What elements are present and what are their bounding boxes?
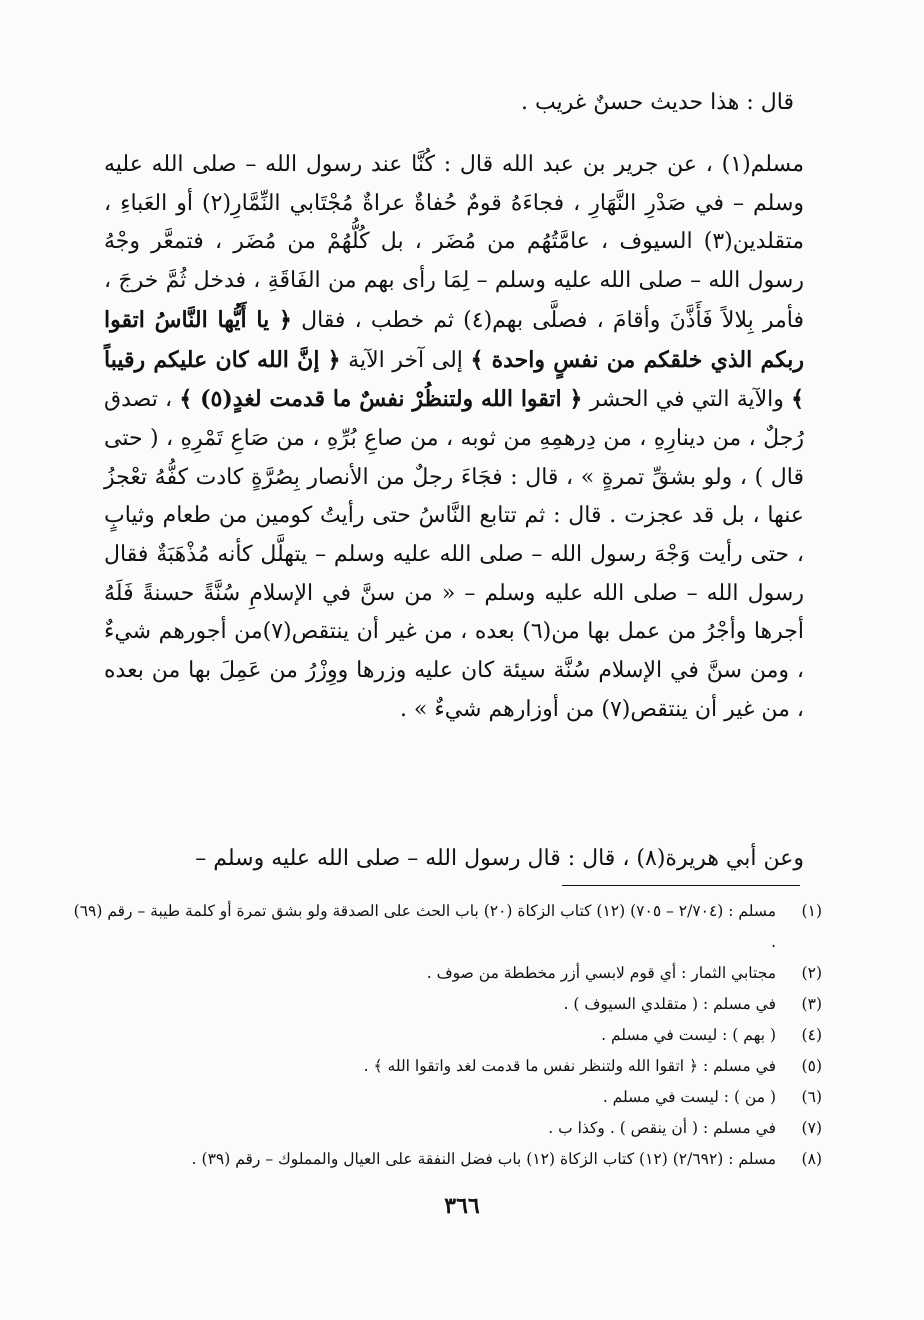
footnote-8 xyxy=(70,1144,822,1175)
footnote-divider xyxy=(562,885,800,886)
footnotes xyxy=(70,896,822,1175)
footnote-text: في مسلم : ( أن ينقص ) . وكذا ب . xyxy=(548,1119,776,1137)
footnote-number: (٧) xyxy=(801,1119,822,1137)
quran-verse-2: ﴿ إنَّ الله كان عليكم رقيباً ﴾ xyxy=(104,346,805,413)
hadith-text-part-3: والآية التي في الحشر xyxy=(582,387,792,413)
hadith-paragraph xyxy=(104,146,804,730)
footnote-2 xyxy=(70,958,822,989)
quran-verse-3: ﴿ اتقوا الله ولتنظُرْ نفسٌ ما قدمت لغدٍ(٥) ﴾ xyxy=(179,386,583,413)
footnote-number: (٦) xyxy=(801,1088,822,1106)
footnote-1 xyxy=(70,896,822,958)
footnote-text: ( بهم ) : ليست في مسلم . xyxy=(601,1026,776,1044)
footnote-number: (٣) xyxy=(801,995,822,1013)
footnote-number: (٤) xyxy=(801,1026,822,1044)
footnote-number: (٥) xyxy=(801,1057,822,1075)
footnote-text: مسلم : (٢/٦٩٢) (١٢) كتاب الزكاة (١٢) باب فضل النفقة على العيال والمملوك – رقم (٣٩) . xyxy=(191,1150,776,1168)
hadith-text-part-1: مسلم(١) ، عن جرير بن عبد الله قال : كُنَّا عند رسول الله – صلى الله عليه وسلم – في صَدْرِ النَّهَارِ ، فجاءَهُ قومٌ حُفاةٌ عراةٌ مُجْتَابي النِّمَّارِ(٢) أو العَباءِ ، متقلدين(٣) السيوف ، عامَّتُهُم من مُضَر ، بل كُلُّهُمْ من مُضَر ، فتمعَّر وجْهُ رسول الله – صلى الله عليه وسلم – لِمَا رأى بهم من الفَاقَةِ ، فدخل ثُمَّ خرجَ ، فأمر بِلالاً فَأَذَّنَ وأقامَ ، فصلَّى بهم(٤) ثم خطب ، فقال xyxy=(104,152,804,333)
footnote-number: (٨) xyxy=(801,1150,822,1168)
footnote-text: ( من ) : ليست في مسلم . xyxy=(602,1088,776,1106)
footnote-3 xyxy=(70,989,822,1020)
footnote-text: مسلم : (٢/٧٠٤ – ٧٠٥) (١٢) كتاب الزكاة (٢٠) باب الحث على الصدقة ولو بشق تمرة أو كلمة طيبة – رقم (٦٩) . xyxy=(73,902,776,951)
hadith-text-part-4: ، تصدق رُجلٌ ، من دينارِهِ ، من دِرهمِهِ من ثوبه ، من صاعِ بُرِّهِ ، من صَاعِ تَمْرِهِ ، ( حتى قال ) ، ولو بشقِّ تمرةٍ » ، قال : فجَاءَ رجلٌ من الأنصار بِصُرَّةٍ كادت كفُّهُ تعْجزُ عنها ، بل قد عجزت . قال : ثم تتابع النَّاسُ حتى رأيتُ كومين من طعام وثيابٍ ، حتى رأيت وَجْهَ رسول الله – صلى الله عليه وسلم – يتهلَّل كأنه مُذْهَبَةٌ فقال رسول الله – صلى الله عليه وسلم – « من سنَّ في الإسلامِ سُنَّةً حسنةً فَلَهُ أجرها وأجْرُ من عمل بها من(٦) بعده ، من غير أن ينتقص(٧)من أجورهم شيءٌ ، ومن سنَّ في الإسلام سُنَّة سيئة كان عليه وزرها ووِزْرُ من عَمِلَ بها من بعده ، من غير أن ينتقص(٧) من أوزارهم شيءٌ » . xyxy=(104,387,804,722)
footnote-number: (٢) xyxy=(801,964,822,982)
closing-line: وعن أبي هريرة(٨) ، قال : قال رسول الله – صلى الله عليه وسلم – xyxy=(195,846,804,871)
footnote-5 xyxy=(70,1051,822,1082)
quran-verse-1: ﴿ يا أَيُّها النَّاسُ اتقوا ربكم الذي خلقكم من نفسٍ واحدة ﴾ xyxy=(104,306,804,373)
footnote-text: في مسلم : ﴿ اتقوا الله ولتنظر نفس ما قدمت لغد واتقوا الله ﴾ . xyxy=(363,1057,776,1075)
footnote-text: مجتابي الثمار : أي قوم لابسي أزر مخططة من صوف . xyxy=(426,964,776,982)
footnote-7 xyxy=(70,1113,822,1144)
footnote-text: في مسلم : ( متقلدي السيوف ) . xyxy=(563,995,776,1013)
hadith-text-part-2: إلى آخر الآية xyxy=(340,347,471,373)
footnote-6 xyxy=(70,1082,822,1113)
footnote-4 xyxy=(70,1020,822,1051)
intro-line: قال : هذا حديث حسنٌ غريب . xyxy=(520,90,794,115)
page-number: ٣٦٦ xyxy=(444,1193,480,1219)
footnote-number: (١) xyxy=(801,902,822,920)
